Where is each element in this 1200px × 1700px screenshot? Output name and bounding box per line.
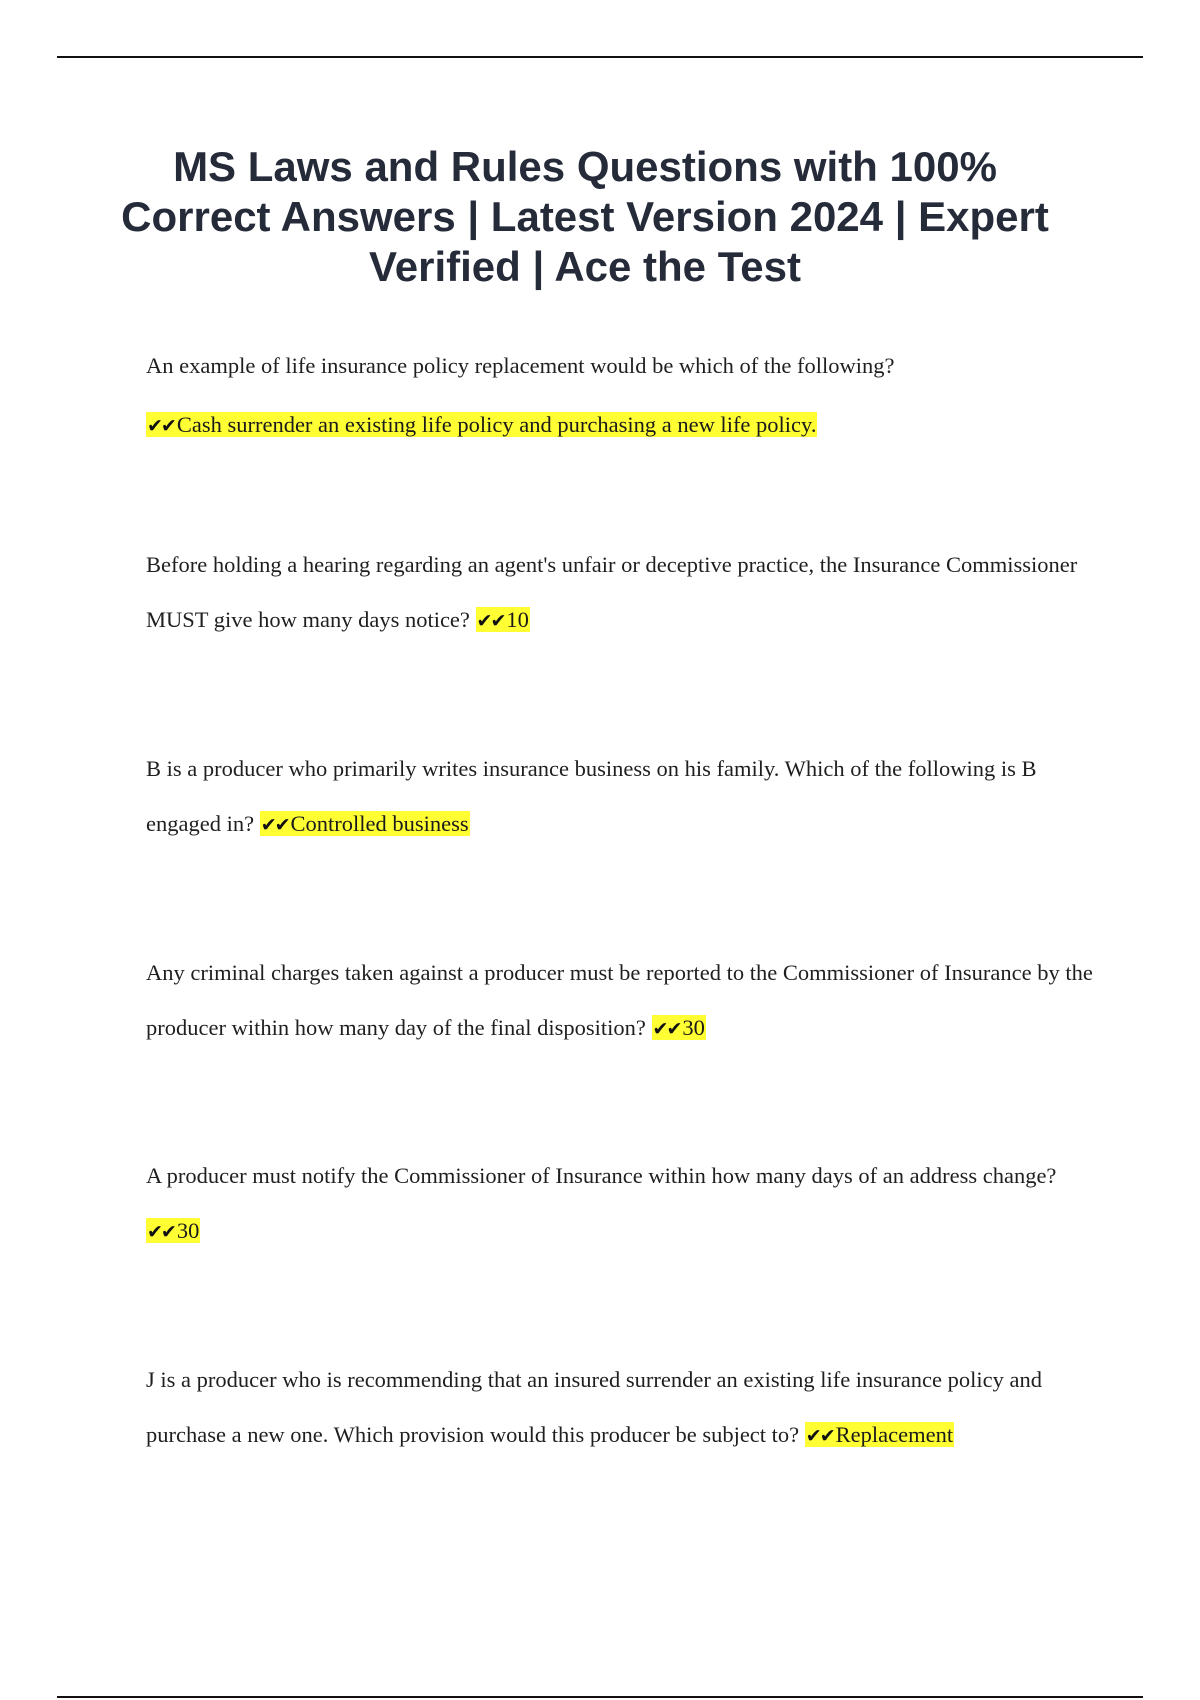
question-text: Any criminal charges taken against a producer must be reported to the Commissioner of Insurance by the producer within how many day of the final disposition? — [146, 960, 1093, 1040]
answer-highlight — [146, 412, 817, 437]
qa-item — [146, 1148, 1096, 1260]
check-mark-icon: ✔✔ — [147, 1221, 175, 1243]
check-mark-icon: ✔✔ — [147, 415, 175, 437]
qa-item — [146, 1352, 1096, 1464]
answer-highlight — [652, 1015, 706, 1040]
qa-item — [146, 741, 1096, 853]
check-mark-icon: ✔✔ — [476, 610, 505, 632]
qa-item — [146, 537, 1096, 649]
question-text: B is a producer who primarily writes insurance business on his family. Which of the following is B engaged in? — [146, 756, 1037, 836]
qa-item — [146, 945, 1096, 1057]
answer-text: 30 — [176, 1218, 200, 1243]
check-mark-icon: ✔✔ — [652, 1018, 681, 1040]
answer-highlight — [805, 1422, 954, 1447]
answer-text: Cash surrender an existing life policy and purchasing a new life policy. — [176, 412, 817, 437]
top-rule — [57, 56, 1143, 58]
document-title: MS Laws and Rules Questions with 100% Correct Answers | Latest Version 2024 | Expert Verified | Ace the Test — [121, 143, 1049, 290]
answer-highlight — [260, 811, 470, 836]
question-text: An example of life insurance policy replacement would be which of the following? — [146, 353, 895, 378]
check-mark-icon: ✔✔ — [260, 814, 289, 836]
answer-text: 10 — [506, 607, 529, 632]
check-mark-icon: ✔✔ — [805, 1425, 834, 1447]
question-text: J is a producer who is recommending that an insured surrender an existing life insurance policy and purchase a new one. Which provision would this producer be subject to? — [146, 1367, 1042, 1447]
bottom-rule — [57, 1696, 1143, 1698]
answer-text: 30 — [682, 1015, 705, 1040]
answer-text: Replacement — [835, 1422, 954, 1447]
qa-item — [146, 338, 1096, 454]
question-text: Before holding a hearing regarding an agent's unfair or deceptive practice, the Insurance Commissioner MUST give how many days notice? — [146, 552, 1078, 632]
answer-highlight — [146, 1218, 200, 1243]
answer-highlight — [476, 607, 530, 632]
answer-text: Controlled business — [290, 811, 469, 836]
question-text: A producer must notify the Commissioner of Insurance within how many days of an address change? — [146, 1163, 1057, 1188]
